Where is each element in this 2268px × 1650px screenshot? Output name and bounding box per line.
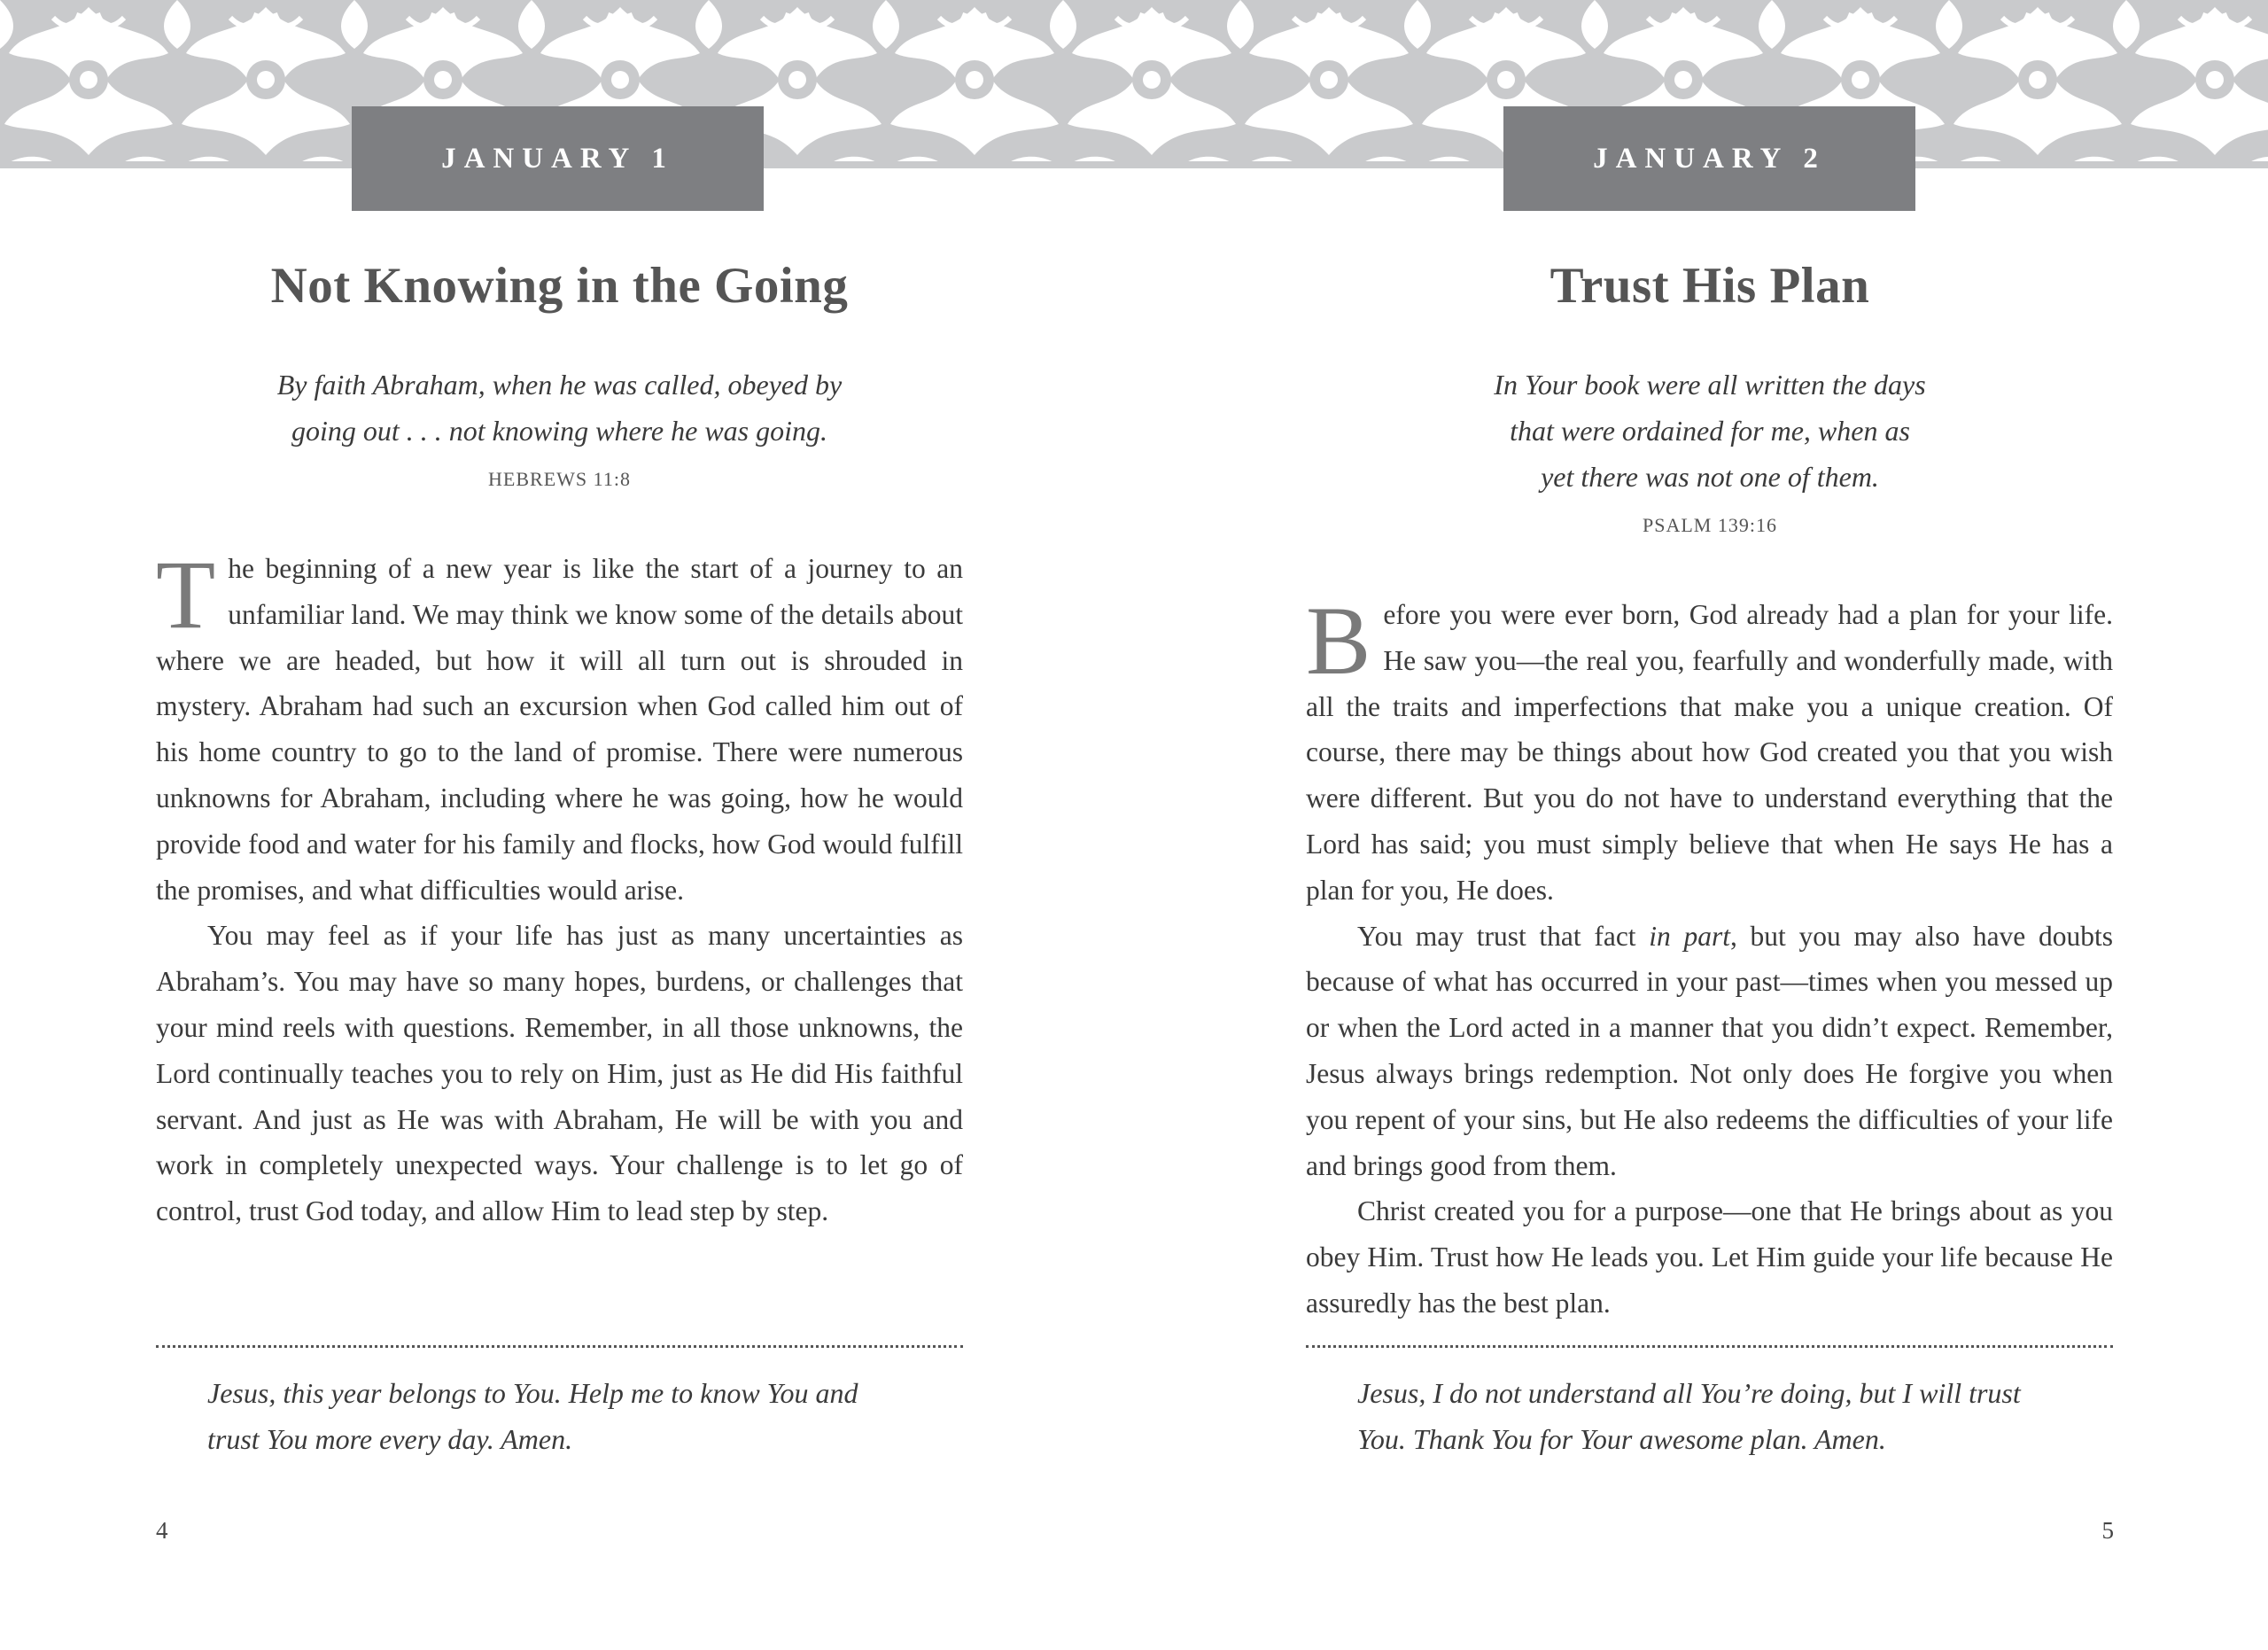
paragraph-text: he beginning of a new year is like the start of a journey to an unfamiliar land. We may think we know some of the details about where we are headed, but how it will all turn out is shrouded in mystery. Abraham had such an excursion when God called him out of his home country to go to the land of promise. There were numerous unknowns for Abraham, including where he was going, how he would provide food and water for his family and flocks, how God would fulfill the promises, and what difficulties would arise. — [156, 553, 963, 906]
paragraph — [1306, 914, 2113, 1189]
paragraph-text: efore you were ever born, God already had a plan for your life. He saw you—the real you, fearfully and wonderfully made, with all the traits and imperfections that make you a unique creation. Of course, there may be things about how God created you that you wish were different. But you do not have to understand everything that the Lord has said; you must simply believe that when He says He has a plan for you, He does. — [1306, 599, 2113, 906]
date-tab: JANUARY 1 — [352, 106, 764, 211]
scripture-reference: HEBREWS 11:8 — [488, 468, 631, 490]
verse-line: In Your book were all written the days — [1494, 369, 1926, 401]
dotted-divider — [156, 1345, 963, 1348]
dotted-divider — [1306, 1345, 2113, 1348]
closing-prayer — [207, 1370, 934, 1462]
closing-prayer — [1357, 1370, 2084, 1462]
prayer-line: Jesus, this year belongs to You. Help me to know You and — [207, 1377, 858, 1409]
paragraph — [156, 541, 963, 913]
date-tab: JANUARY 2 — [1503, 106, 1915, 211]
page-number: 5 — [2101, 1517, 2114, 1544]
paragraph: You may feel as if your life has just as many uncertainties as Abraham’s. You may have so many hopes, burdens, or challenges that your mind reels with questions. Remember, in all those unknowns, the Lord continually teaches you to rely on Him, just as He did His faithful servant. And just as He was with Abraham, He will be with you and work in completely unexpected ways. Your challenge is to let go of control, trust God today, and allow Him to lead step by step. — [156, 920, 963, 1227]
devotional-body — [156, 541, 963, 1234]
paragraph-text: , but you may also have doubts because of what has occurred in your past—times when you messed up or when the Lord acted in a manner that you didn’t expect. Remember, Jesus always brings redemption. Not only does He forgive you when you repent of your sins, but He also redeems the difficulties of your life and brings good from them. — [1306, 920, 2113, 1181]
paragraph: Christ created you for a purpose—one that He brings about as you obey Him. Trust how He leads you. Let Him guide your life because He assuredly has the best plan. — [1306, 1195, 2113, 1319]
scripture-verse — [1306, 362, 2114, 500]
prayer-line: trust You more every day. Amen. — [207, 1423, 573, 1455]
devotional-title: Not Knowing in the Going — [270, 258, 849, 314]
prayer-line: You. Thank You for Your awesome plan. Amen. — [1357, 1423, 1886, 1455]
paragraph — [1306, 587, 2113, 914]
emphasis-text: in part — [1649, 920, 1730, 952]
prayer-line: Jesus, I do not understand all You’re doing, but I will trust — [1357, 1377, 2021, 1409]
drop-cap: T — [156, 541, 216, 649]
verse-line: that were ordained for me, when as — [1510, 415, 1910, 447]
left-page — [156, 0, 963, 1650]
verse-line: yet there was not one of them. — [1541, 461, 1879, 493]
verse-line: By faith Abraham, when he was called, obeyed by — [276, 369, 843, 401]
scripture-verse — [156, 362, 963, 454]
scripture-reference: PSALM 139:16 — [1643, 514, 1777, 536]
page-number: 4 — [156, 1517, 168, 1544]
paragraph-text: You may trust that fact — [1357, 920, 1650, 952]
devotional-body — [1306, 587, 2113, 1327]
verse-line: going out . . . not knowing where he was going. — [291, 415, 827, 447]
drop-cap: B — [1306, 587, 1371, 695]
right-page — [1306, 0, 2114, 1650]
devotional-title: Trust His Plan — [1550, 258, 1870, 314]
